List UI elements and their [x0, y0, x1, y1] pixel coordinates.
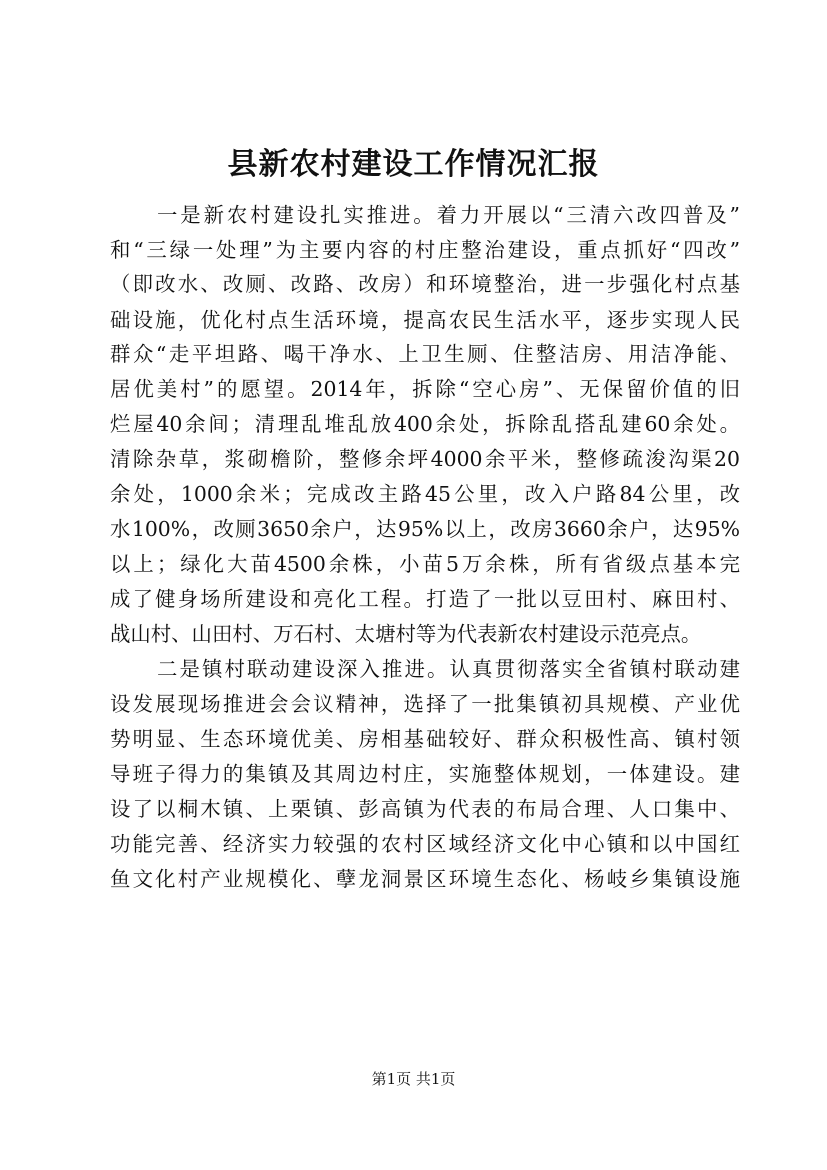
paragraph-1-line-9: 余处，1000余米；完成改主路45公里，改入户路84公里，改	[110, 482, 740, 506]
document-title: 县新农村建设工作情况汇报	[227, 147, 600, 182]
page-footer: 第1页 共1页	[371, 1070, 456, 1088]
paragraph-1-line-5: 群众“走平坦路、喝干净水、上卫生厕、住整洁房、用洁净能、	[110, 342, 740, 366]
paragraph-2-line-1: 二是镇村联动建设深入推进。认真贯彻落实全省镇村联动建	[157, 657, 740, 681]
paragraph-1-line-8: 清除杂草，浆砌檐阶，整修余坪4000余平米，整修疏浚沟渠20	[110, 447, 740, 471]
paragraph-1-line-2: 和“三绿一处理”为主要内容的村庄整治建设，重点抓好“四改”	[110, 238, 740, 262]
paragraph-1-line-12: 成了健身场所建设和亮化工程。打造了一批以豆田村、麻田村、	[110, 587, 740, 611]
paragraph-2-line-5: 设了以桐木镇、上栗镇、彭高镇为代表的布局合理、人口集中、	[110, 797, 740, 821]
paragraph-2-line-6: 功能完善、经济实力较强的农村区域经济文化中心镇和以中国红	[110, 832, 740, 856]
paragraph-1-line-1: 一是新农村建设扎实推进。着力开展以“三清六改四普及”	[157, 203, 740, 227]
paragraph-1-line-3: （即改水、改厕、改路、改房）和环境整治，进一步强化村点基	[110, 272, 740, 296]
paragraph-1-line-6: 居优美村”的愿望。2014年，拆除“空心房”、无保留价值的旧	[110, 377, 740, 401]
paragraph-2-line-3: 势明显、生态环境优美、房相基础较好、群众积极性高、镇村领	[110, 727, 740, 751]
paragraph-2-line-4: 导班子得力的集镇及其周边村庄，实施整体规划，一体建设。建	[110, 762, 740, 786]
paragraph-1-line-11: 以上；绿化大苗4500余株，小苗5万余株，所有省级点基本完	[110, 552, 740, 576]
paragraph-1-line-13: 战山村、山田村、万石村、太塘村等为代表新农村建设示范亮点。	[110, 622, 702, 646]
paragraph-1-line-10: 水100%，改厕3650余户，达95%以上，改房3660余户，达95%	[110, 517, 740, 541]
paragraph-2-line-2: 设发展现场推进会会议精神，选择了一批集镇初具规模、产业优	[110, 692, 740, 716]
paragraph-1-line-4: 础设施，优化村点生活环境，提高农民生活水平，逐步实现人民	[110, 308, 740, 332]
paragraph-2-line-7: 鱼文化村产业规模化、孽龙洞景区环境生态化、杨岐乡集镇设施	[110, 867, 740, 891]
paragraph-1-line-7: 烂屋40余间；清理乱堆乱放400余处，拆除乱搭乱建60余处。	[110, 412, 740, 436]
